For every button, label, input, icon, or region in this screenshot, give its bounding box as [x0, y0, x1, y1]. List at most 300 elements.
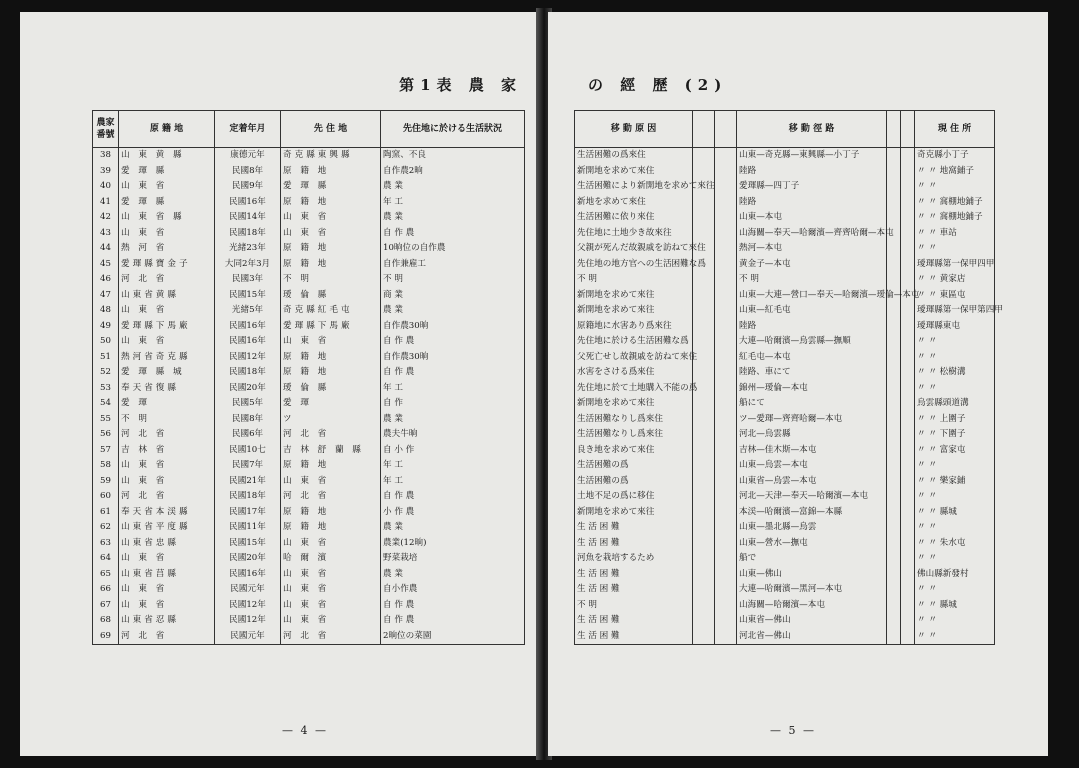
right-page-title: の 經 歷 (2) — [588, 76, 728, 94]
table-cell: 62 — [93, 520, 119, 536]
table-cell: 38 — [93, 148, 119, 164]
table-cell: 民國18年 — [215, 489, 281, 505]
table-cell: 光緒5年 — [215, 303, 281, 319]
header-blank-4 — [901, 111, 915, 148]
table-cell: 63 — [93, 536, 119, 552]
table-cell — [693, 210, 715, 226]
table-cell: 〃 〃 縣城 — [915, 598, 995, 614]
table-cell: 農 業 — [381, 567, 525, 583]
table-cell: 船にて — [737, 396, 887, 412]
table-row — [93, 629, 525, 645]
table-row — [575, 257, 995, 273]
table-cell: 46 — [93, 272, 119, 288]
table-row — [93, 148, 525, 164]
table-row — [575, 288, 995, 304]
table-cell: 陸路 — [737, 195, 887, 211]
table-row — [575, 396, 995, 412]
table-cell: 山東—奇克縣—東興縣—小丁子 — [737, 148, 887, 164]
table-cell: 山東省莒縣 — [119, 567, 215, 583]
table-cell: 璦琿縣東屯 — [915, 319, 995, 335]
left-page-title: 第1表 農 家 — [399, 76, 522, 94]
table-cell: 山東—大連—營口—奉天—哈爾濱—瑷倫—本屯 — [737, 288, 887, 304]
table-cell — [693, 148, 715, 164]
header-blank-1 — [693, 111, 715, 148]
table-cell: 哈 爾 濱 — [281, 551, 381, 567]
table-row — [575, 148, 995, 164]
table-cell: 51 — [93, 350, 119, 366]
table-cell: 民國8年 — [215, 412, 281, 428]
table-cell: 〃 〃 — [915, 551, 995, 567]
table-cell: 65 — [93, 567, 119, 583]
table-cell: 河 北 省 — [119, 629, 215, 645]
table-cell — [715, 613, 737, 629]
table-cell: 自 作 農 — [381, 334, 525, 350]
table-cell — [715, 582, 737, 598]
table-cell — [901, 536, 915, 552]
table-cell: 民國20年 — [215, 551, 281, 567]
table-cell: 〃 〃 — [915, 179, 995, 195]
table-cell — [715, 427, 737, 443]
table-cell: 年 工 — [381, 474, 525, 490]
table-row — [93, 582, 525, 598]
table-cell — [715, 195, 737, 211]
table-cell: 璦琿縣第一保甲四甲 — [915, 257, 995, 273]
table-cell — [715, 567, 737, 583]
table-cell — [715, 474, 737, 490]
table-cell — [901, 629, 915, 645]
table-cell: 民國16年 — [215, 195, 281, 211]
table-cell: 〃 〃 — [915, 489, 995, 505]
table-cell: 先住地に於ける生活困難な爲 — [575, 334, 693, 350]
table-cell — [715, 303, 737, 319]
table-cell: 農 業 — [381, 303, 525, 319]
table-cell: 民國18年 — [215, 226, 281, 242]
table-cell: 〃 〃 富家屯 — [915, 443, 995, 459]
table-cell — [693, 582, 715, 598]
table-cell: 山東省平度縣 — [119, 520, 215, 536]
table-row — [575, 520, 995, 536]
table-cell: ツ — [281, 412, 381, 428]
table-cell: 山 東 省 — [119, 334, 215, 350]
table-cell — [715, 365, 737, 381]
table-cell: 黄金子—本屯 — [737, 257, 887, 273]
table-cell: 年 工 — [381, 458, 525, 474]
table-cell: 49 — [93, 319, 119, 335]
table-cell: 水害をさける爲來住 — [575, 365, 693, 381]
table-cell: 山 東 省 — [119, 551, 215, 567]
table-cell: 45 — [93, 257, 119, 273]
table-cell: 民國15年 — [215, 536, 281, 552]
table-cell: 民國12年 — [215, 613, 281, 629]
table-cell: 〃 〃 車站 — [915, 226, 995, 242]
table-cell: 原 籍 地 — [281, 458, 381, 474]
header-move-route: 移 動 徑 路 — [737, 111, 887, 148]
table-cell — [887, 598, 901, 614]
table-cell — [887, 505, 901, 521]
table-cell: 〃 〃 樂家鋪 — [915, 474, 995, 490]
table-cell: 農 業 — [381, 210, 525, 226]
table-cell: 生 活 困 難 — [575, 536, 693, 552]
table-row — [93, 288, 525, 304]
table-cell: 民國6年 — [215, 427, 281, 443]
table-cell: 〃 〃 — [915, 381, 995, 397]
table-cell — [901, 613, 915, 629]
table-cell: 奇克縣東興縣 — [281, 148, 381, 164]
table-cell — [887, 179, 901, 195]
table-cell — [715, 334, 737, 350]
table-cell: 山 東 省 — [281, 613, 381, 629]
header-current-address: 現 住 所 — [915, 111, 995, 148]
table-cell — [887, 567, 901, 583]
table-cell: 原 籍 地 — [281, 505, 381, 521]
table-cell: 山東省—烏雲—本屯 — [737, 474, 887, 490]
table-row — [575, 334, 995, 350]
table-cell: 山東—本屯 — [737, 210, 887, 226]
table-cell: 58 — [93, 458, 119, 474]
table-cell — [693, 334, 715, 350]
table-cell — [715, 226, 737, 242]
table-cell: 船で — [737, 551, 887, 567]
table-row — [575, 179, 995, 195]
table-cell: 不 明 — [119, 412, 215, 428]
table-cell — [887, 520, 901, 536]
table-cell: 山 東 省 — [119, 598, 215, 614]
table-cell: 良き地を求めて來住 — [575, 443, 693, 459]
table-cell — [901, 179, 915, 195]
table-cell — [887, 164, 901, 180]
table-cell: 生 活 困 難 — [575, 567, 693, 583]
table-cell — [715, 381, 737, 397]
table-cell: 野菜栽培 — [381, 551, 525, 567]
table-cell: 愛琿縣下馬廠 — [281, 319, 381, 335]
table-cell — [901, 412, 915, 428]
table-cell: 吉 林 舒 蘭 縣 — [281, 443, 381, 459]
table-cell: 生活困難に依り來住 — [575, 210, 693, 226]
table-cell: 自作兼雇工 — [381, 257, 525, 273]
table-row — [575, 551, 995, 567]
table-cell: 山 東 省 — [281, 334, 381, 350]
table-cell — [901, 598, 915, 614]
table-cell — [887, 241, 901, 257]
table-cell — [715, 288, 737, 304]
table-cell — [901, 272, 915, 288]
table-cell: 〃 〃 朱水屯 — [915, 536, 995, 552]
table-cell: 60 — [93, 489, 119, 505]
table-cell: 新地を求めて來住 — [575, 195, 693, 211]
table-cell — [693, 505, 715, 521]
table-cell: 民國元年 — [215, 582, 281, 598]
table-cell: 大連—哈爾濱—烏雲縣—撫順 — [737, 334, 887, 350]
table-cell: 自 作 農 — [381, 226, 525, 242]
table-cell — [901, 489, 915, 505]
table-cell — [887, 257, 901, 273]
table-cell — [887, 319, 901, 335]
table-cell: 民國14年 — [215, 210, 281, 226]
table-cell — [887, 396, 901, 412]
table-cell: 大同2年3月 — [215, 257, 281, 273]
table-cell — [693, 427, 715, 443]
table-row — [93, 427, 525, 443]
table-cell: 43 — [93, 226, 119, 242]
table-cell: 50 — [93, 334, 119, 350]
left-page — [20, 12, 540, 756]
table-cell: 山東—佛山 — [737, 567, 887, 583]
table-row — [575, 350, 995, 366]
table-row — [93, 164, 525, 180]
table-cell: 〃 〃 — [915, 582, 995, 598]
table-cell: 〃 〃 地窩鋪子 — [915, 164, 995, 180]
table-cell: 68 — [93, 613, 119, 629]
table-cell: 〃 〃 — [915, 334, 995, 350]
table-row — [575, 427, 995, 443]
table-cell: 自 作 農 — [381, 365, 525, 381]
table-cell — [715, 598, 737, 614]
table-cell: 原 籍 地 — [281, 164, 381, 180]
table-cell — [693, 365, 715, 381]
table-cell — [901, 241, 915, 257]
table-cell — [901, 582, 915, 598]
table-cell: 先住地の地方官への生活困難な爲 — [575, 257, 693, 273]
table-row — [93, 505, 525, 521]
table-cell: 父死亡せし故親戚を訪ねて來住 — [575, 350, 693, 366]
table-cell — [715, 505, 737, 521]
table-cell: 愛 琿 縣 — [281, 179, 381, 195]
table-cell — [693, 489, 715, 505]
header-origin: 原 籍 地 — [119, 111, 215, 148]
header-blank-2 — [715, 111, 737, 148]
left-page-number: — 4 — — [282, 724, 328, 737]
table-cell: 奇克縣紅毛屯 — [281, 303, 381, 319]
table-row — [93, 551, 525, 567]
table-cell: 陸路 — [737, 164, 887, 180]
table-cell — [693, 303, 715, 319]
table-cell: 瑷 倫 縣 — [281, 288, 381, 304]
table-row — [575, 210, 995, 226]
table-cell: 大連—哈爾濱—黑河—本屯 — [737, 582, 887, 598]
table-cell — [887, 303, 901, 319]
table-cell: 自 作 — [381, 396, 525, 412]
table-cell — [901, 458, 915, 474]
table-cell: 〃 〃 縣城 — [915, 505, 995, 521]
table-cell — [887, 582, 901, 598]
table-cell: 年 工 — [381, 195, 525, 211]
table-cell: 山 東 省 — [281, 567, 381, 583]
table-row — [93, 272, 525, 288]
table-cell: 山 東 黄 縣 — [119, 148, 215, 164]
table-cell: 新開地を求めて來住 — [575, 164, 693, 180]
table-cell: 民國5年 — [215, 396, 281, 412]
table-row — [575, 272, 995, 288]
table-row — [575, 381, 995, 397]
table-cell: 民國17年 — [215, 505, 281, 521]
table-cell: 民國9年 — [215, 179, 281, 195]
table-cell: 父親が死んだ故親戚を訪ねて來住 — [575, 241, 693, 257]
table-cell: 河 北 省 — [119, 427, 215, 443]
table-cell: 56 — [93, 427, 119, 443]
table-cell: 〃 〃 — [915, 241, 995, 257]
table-row — [93, 489, 525, 505]
table-cell: 〃 〃 — [915, 613, 995, 629]
table-cell — [693, 164, 715, 180]
table-cell: 41 — [93, 195, 119, 211]
table-cell — [715, 241, 737, 257]
table-cell: 愛 琿 縣 — [119, 195, 215, 211]
table-cell — [901, 551, 915, 567]
table-cell: 熱河—本屯 — [737, 241, 887, 257]
table-cell: 陶窯、不良 — [381, 148, 525, 164]
table-cell: 原 籍 地 — [281, 195, 381, 211]
table-cell — [693, 520, 715, 536]
table-cell: 山東—烏雲—本屯 — [737, 458, 887, 474]
table-cell — [715, 551, 737, 567]
table-row — [575, 226, 995, 242]
table-cell — [887, 148, 901, 164]
table-cell: 原 籍 地 — [281, 350, 381, 366]
table-cell: 民國元年 — [215, 629, 281, 645]
table-cell: 57 — [93, 443, 119, 459]
table-cell: 山東省—佛山 — [737, 613, 887, 629]
table-cell: 47 — [93, 288, 119, 304]
table-row — [575, 319, 995, 335]
table-cell: 康德元年 — [215, 148, 281, 164]
table-cell: 生 活 困 難 — [575, 613, 693, 629]
table-cell: 民國16年 — [215, 319, 281, 335]
table-cell: 愛琿縣—四丁子 — [737, 179, 887, 195]
table-row — [93, 458, 525, 474]
table-cell — [901, 396, 915, 412]
table-cell: 農業(12晌) — [381, 536, 525, 552]
table-row — [93, 257, 525, 273]
table-cell — [693, 613, 715, 629]
table-row — [575, 458, 995, 474]
table-cell — [901, 148, 915, 164]
table-cell: 59 — [93, 474, 119, 490]
table-cell: 不 明 — [381, 272, 525, 288]
table-cell: 不 明 — [575, 598, 693, 614]
table-row — [575, 443, 995, 459]
table-cell — [887, 412, 901, 428]
table-cell — [887, 272, 901, 288]
table-cell: 吉林—佳木斯—本屯 — [737, 443, 887, 459]
table-row — [93, 241, 525, 257]
table-cell — [901, 350, 915, 366]
table-cell: 生活困難の爲來住 — [575, 148, 693, 164]
table-row — [93, 350, 525, 366]
header-settled-date: 定着年月 — [215, 111, 281, 148]
table-row — [93, 443, 525, 459]
table-cell: 自作農2晌 — [381, 164, 525, 180]
table-cell — [715, 412, 737, 428]
table-cell: 自作農30晌 — [381, 350, 525, 366]
table-cell: 河 北 省 — [119, 489, 215, 505]
table-cell: 〃 〃 松樹溝 — [915, 365, 995, 381]
table-cell: 自作農30晌 — [381, 319, 525, 335]
table-row — [93, 334, 525, 350]
table-cell: 愛琿縣寶金子 — [119, 257, 215, 273]
table-cell: 40 — [93, 179, 119, 195]
table-cell: 66 — [93, 582, 119, 598]
table-row — [93, 179, 525, 195]
table-cell: 河 北 省 — [281, 427, 381, 443]
table-cell: 佛山縣新發村 — [915, 567, 995, 583]
table-cell — [887, 427, 901, 443]
table-cell: 61 — [93, 505, 119, 521]
table-row — [575, 412, 995, 428]
table-cell — [901, 520, 915, 536]
table-cell: 〃 〃 窩棚地鋪子 — [915, 195, 995, 211]
table-cell — [693, 195, 715, 211]
table-cell: 愛琿縣下馬廠 — [119, 319, 215, 335]
left-table-header — [93, 111, 525, 148]
header-previous-living: 先住地に於ける生活狀況 — [381, 111, 525, 148]
table-row — [93, 303, 525, 319]
table-cell: 自 作 農 — [381, 489, 525, 505]
table-row — [93, 381, 525, 397]
table-cell: 商 業 — [381, 288, 525, 304]
table-cell — [693, 567, 715, 583]
table-cell: 民國18年 — [215, 365, 281, 381]
right-page — [548, 12, 1048, 756]
table-cell — [901, 210, 915, 226]
table-cell: 生活困難により新開地を求めて來往 — [575, 179, 693, 195]
table-row — [93, 474, 525, 490]
table-cell — [887, 350, 901, 366]
table-cell — [901, 365, 915, 381]
table-cell: 民國3年 — [215, 272, 281, 288]
table-row — [575, 195, 995, 211]
table-row — [575, 474, 995, 490]
table-cell — [901, 381, 915, 397]
table-cell — [901, 334, 915, 350]
table-cell — [715, 520, 737, 536]
table-cell: 民國12年 — [215, 598, 281, 614]
table-cell — [901, 474, 915, 490]
table-cell: 53 — [93, 381, 119, 397]
table-cell — [715, 458, 737, 474]
table-cell: 河 北 省 — [281, 489, 381, 505]
table-cell — [715, 272, 737, 288]
table-cell: 農 業 — [381, 520, 525, 536]
table-cell: 新開地を求めて來往 — [575, 303, 693, 319]
table-cell — [715, 179, 737, 195]
table-cell: 河北—烏雲縣 — [737, 427, 887, 443]
table-cell: 生 活 困 難 — [575, 520, 693, 536]
table-cell: 69 — [93, 629, 119, 645]
table-cell: 奉天省本渓縣 — [119, 505, 215, 521]
table-cell — [901, 505, 915, 521]
table-cell — [715, 396, 737, 412]
table-cell: 熱河省奇克縣 — [119, 350, 215, 366]
table-cell — [693, 226, 715, 242]
table-cell: 64 — [93, 551, 119, 567]
table-cell: 紅毛屯—本屯 — [737, 350, 887, 366]
table-cell: 陸路、車にて — [737, 365, 887, 381]
table-cell: 錦州—瑷倫—本屯 — [737, 381, 887, 397]
table-cell: 不 明 — [575, 272, 693, 288]
table-cell — [901, 303, 915, 319]
table-cell: 52 — [93, 365, 119, 381]
table-cell: 55 — [93, 412, 119, 428]
table-row — [93, 520, 525, 536]
table-row — [93, 567, 525, 583]
table-cell: 不 明 — [737, 272, 887, 288]
table-cell: 山東省忠縣 — [119, 536, 215, 552]
table-cell: 民國8年 — [215, 164, 281, 180]
table-cell: 愛 琿 縣 — [119, 164, 215, 180]
table-row — [575, 582, 995, 598]
table-cell — [715, 164, 737, 180]
table-cell: 〃 〃 — [915, 458, 995, 474]
